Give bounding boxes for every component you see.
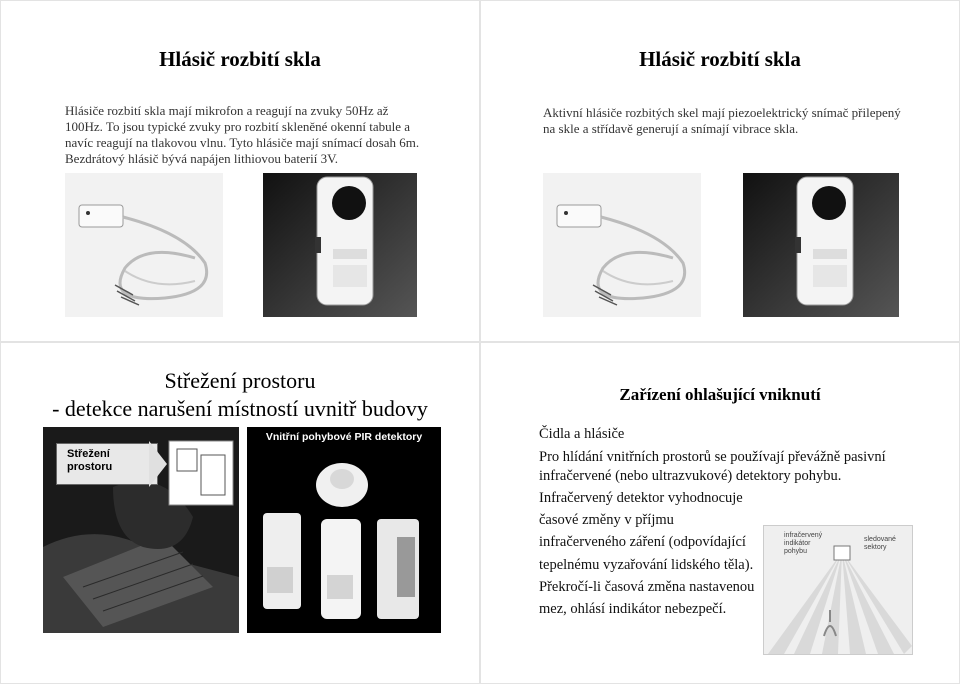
slide-2-text bbox=[543, 105, 953, 137]
pir-sector-diagram bbox=[763, 525, 913, 655]
glass-break-detector-photo bbox=[743, 173, 899, 317]
slide-4-line-1: Pro hlídání vnitřních prostorů se používají převážně pasivní bbox=[539, 449, 886, 465]
diagram-label-detector: infračervený indikátor pohybu bbox=[784, 532, 823, 555]
glass-break-detector-photo bbox=[263, 173, 417, 317]
slide-4-line-7: Překročí-li časová změna nastavenou bbox=[539, 579, 755, 595]
text-line: Aktivní hlásiče rozbitých skel mají piezoelektrický snímač přilepený bbox=[543, 105, 901, 120]
arrow-label-text: Střežení prostoru bbox=[67, 448, 113, 473]
slide-2-title: Hlásič rozbití skla bbox=[639, 47, 801, 71]
slide-2 bbox=[480, 0, 960, 342]
arrow-head-icon bbox=[149, 441, 167, 487]
slide-3-title-line-1: Střežení prostoru bbox=[164, 368, 316, 393]
pir-detectors-panel bbox=[247, 427, 441, 633]
slide-4-line-6: tepelnému vyzařování lidského těla). bbox=[539, 557, 754, 573]
sensor-cable-photo bbox=[543, 173, 701, 317]
pir-panel-title: Vnitřní pohybové PIR detektory bbox=[265, 431, 423, 443]
slide-4-line-4: časové změny v příjmu bbox=[539, 512, 674, 528]
slide-4 bbox=[480, 342, 960, 684]
text-line: na skle a střídavě generují a snímají vibrace skla. bbox=[543, 121, 799, 136]
slide-4-line-5: infračerveného záření (odpovídající bbox=[539, 534, 746, 550]
slide-4-title: Zařízení ohlašující vniknutí bbox=[619, 385, 821, 404]
slide-4-line-8: mez, ohlásí indikátor nebezpečí. bbox=[539, 601, 727, 617]
arrow-label bbox=[56, 443, 158, 485]
slide-1-text bbox=[65, 103, 465, 167]
slide-3-title-line-2: - detekce narušení místností uvnitř budovy bbox=[52, 396, 428, 421]
diagram-label-sectors: sledované sektory bbox=[864, 536, 896, 551]
slide-1 bbox=[0, 0, 480, 342]
slide-1-title: Hlásič rozbití skla bbox=[159, 47, 321, 71]
text-line: 100Hz. To jsou typické zvuky pro rozbití skleněné okenní tabule a bbox=[65, 119, 411, 134]
slide-3 bbox=[0, 342, 480, 684]
text-line: Hlásiče rozbití skla mají mikrofon a reagují na zvuky 50Hz až bbox=[65, 103, 389, 118]
text-line: Bezdrátový hlásič bývá napájen lithiovou baterií 3V. bbox=[65, 151, 339, 166]
slide-4-line-3: Infračervený detektor vyhodnocuje bbox=[539, 490, 743, 506]
slide-4-line-2: infračervené (nebo ultrazvukové) detektory pohybu. bbox=[539, 468, 842, 484]
sensor-cable-photo bbox=[65, 173, 223, 317]
slide-4-line-0: Čidla a hlásiče bbox=[539, 426, 625, 442]
text-line: navíc reagují na tlakovou vlnu. Tyto hlásiče mají snímací dosah 6m. bbox=[65, 135, 420, 150]
